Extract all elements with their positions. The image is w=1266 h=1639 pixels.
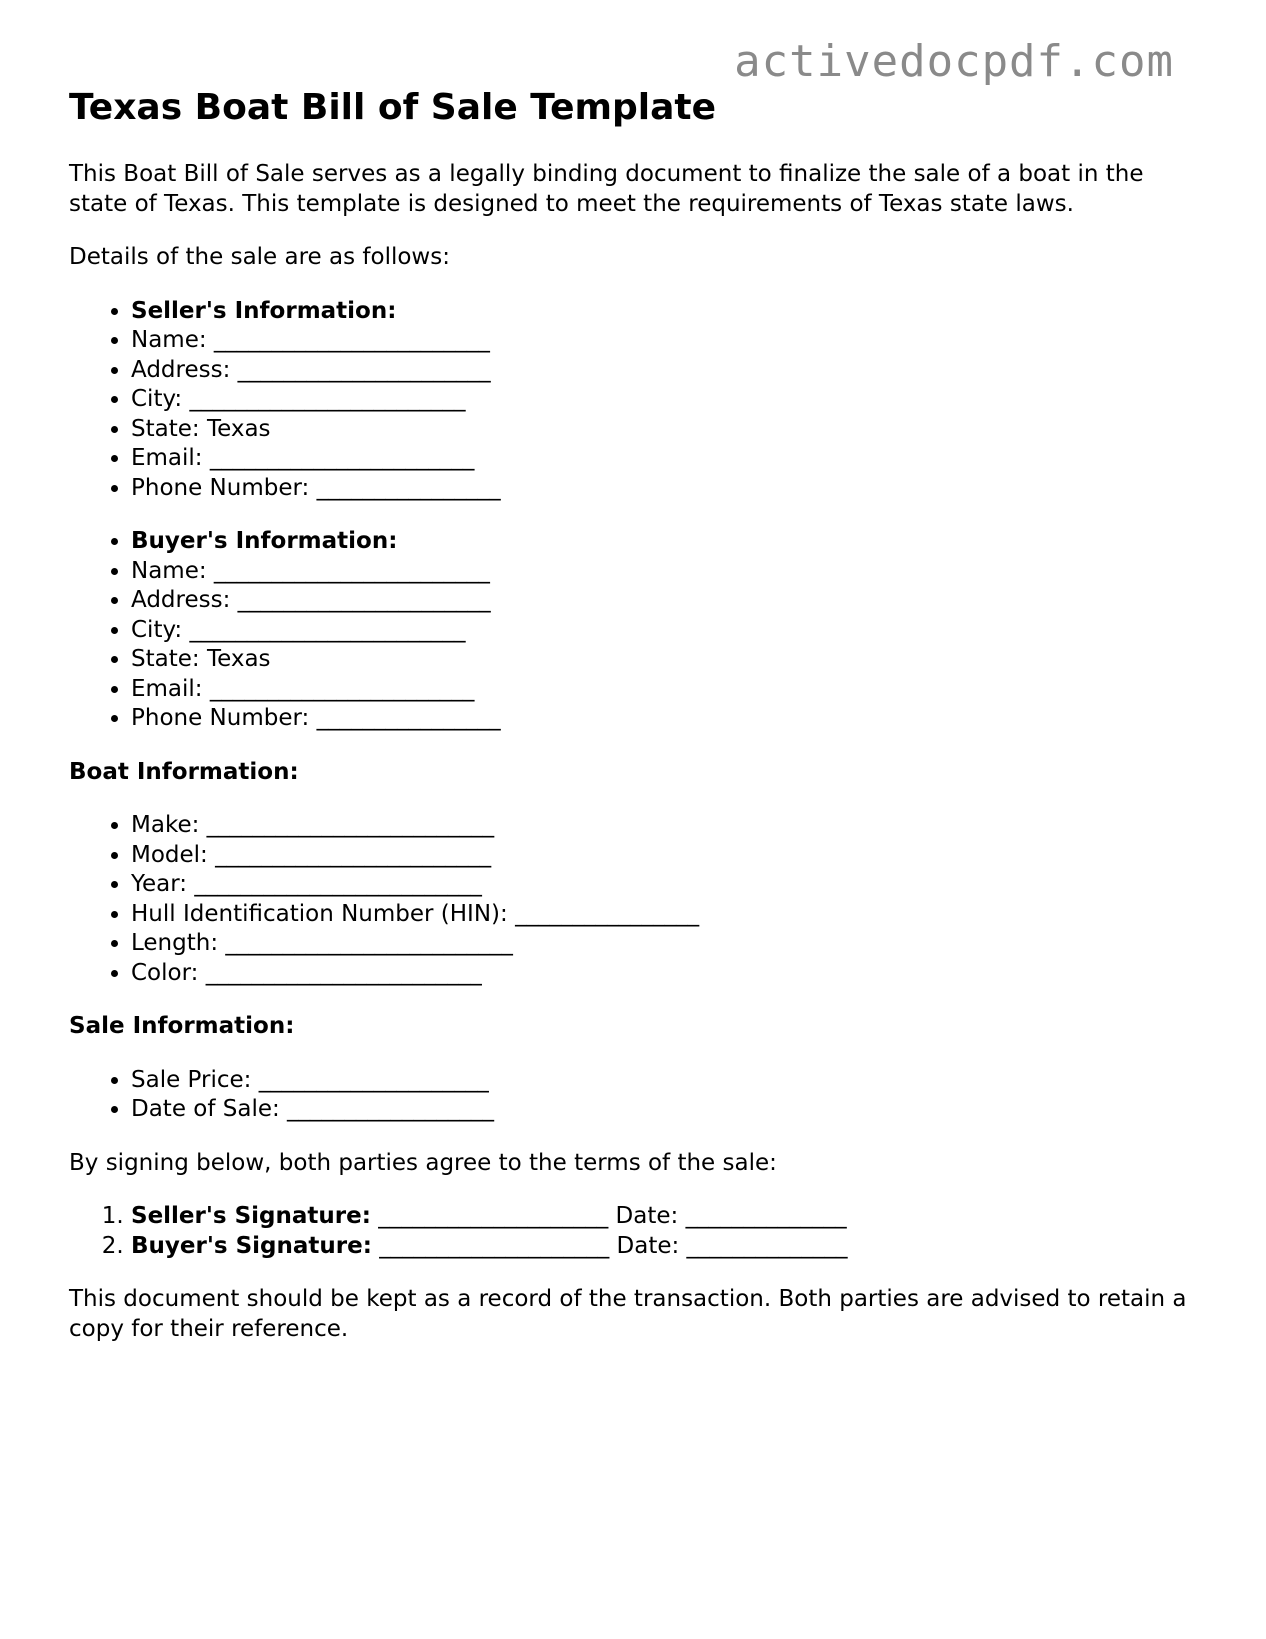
seller-phone-field: • Phone Number: ________________	[131, 474, 1199, 504]
seller-heading: • Seller's Information:	[131, 297, 1199, 327]
boat-color-field: • Color: ________________________	[131, 959, 1199, 989]
buyer-address-field: • Address: ______________________	[131, 586, 1199, 616]
sale-date-field: • Date of Sale: __________________	[131, 1095, 1199, 1125]
boat-hin-field: • Hull Identification Number (HIN): ________________	[131, 900, 1199, 930]
signing-lead: By signing below, both parties agree to the terms of the sale:	[69, 1149, 777, 1176]
boat-make-field: • Make: _________________________	[131, 811, 1199, 841]
intro-paragraph: This Boat Bill of Sale serves as a legally binding document to finalize the sale of a boat in the state of Texas. This template is designed to meet the requirements of Texas state laws.	[69, 161, 1144, 217]
buyer-heading: • Buyer's Information:	[131, 527, 1199, 557]
seller-name-field: • Name: ________________________	[131, 326, 1199, 356]
boat-information-heading: Boat Information:	[69, 758, 299, 785]
sale-price-field: • Sale Price: ____________________	[131, 1066, 1199, 1096]
document-page	[69, 80, 1199, 1368]
buyer-email-field: • Email: _______________________	[131, 675, 1199, 705]
page-title: Texas Boat Bill of Sale Template	[69, 87, 717, 128]
boat-information-list	[69, 811, 1199, 988]
seller-city-field: • City: ________________________	[131, 385, 1199, 415]
seller-address-field: • Address: ______________________	[131, 356, 1199, 386]
seller-signature-line	[131, 1202, 1199, 1232]
seller-email-field: • Email: _______________________	[131, 444, 1199, 474]
buyer-name-field: • Name: ________________________	[131, 557, 1199, 587]
boat-year-field: • Year: _________________________	[131, 870, 1199, 900]
buyer-information-list	[69, 527, 1199, 734]
boat-model-field: • Model: ________________________	[131, 841, 1199, 871]
buyer-signature-line	[131, 1232, 1199, 1262]
buyer-state-field: • State: Texas	[131, 645, 1199, 675]
buyer-phone-field: • Phone Number: ________________	[131, 704, 1199, 734]
sale-information-heading: Sale Information:	[69, 1013, 295, 1039]
sale-information-list	[69, 1066, 1199, 1125]
boat-length-field: • Length: _________________________	[131, 929, 1199, 959]
seller-information-list	[69, 297, 1199, 504]
watermark: activedocpdf.com	[734, 36, 1174, 87]
details-lead: Details of the sale are as follows:	[69, 244, 450, 270]
closing-paragraph: This document should be kept as a record of the transaction. Both parties are advised to retain a copy for their reference.	[69, 1286, 1187, 1342]
seller-signature-blank: ____________________ Date: ______________	[370, 1203, 847, 1229]
seller-state-field: • State: Texas	[131, 415, 1199, 445]
buyer-signature-blank: ____________________ Date: ______________	[371, 1232, 848, 1259]
buyer-city-field: • City: ________________________	[131, 616, 1199, 646]
buyer-signature-label: Buyer's Signature:	[131, 1232, 372, 1259]
seller-signature-label: Seller's Signature:	[131, 1203, 371, 1229]
signature-list	[69, 1202, 1199, 1261]
